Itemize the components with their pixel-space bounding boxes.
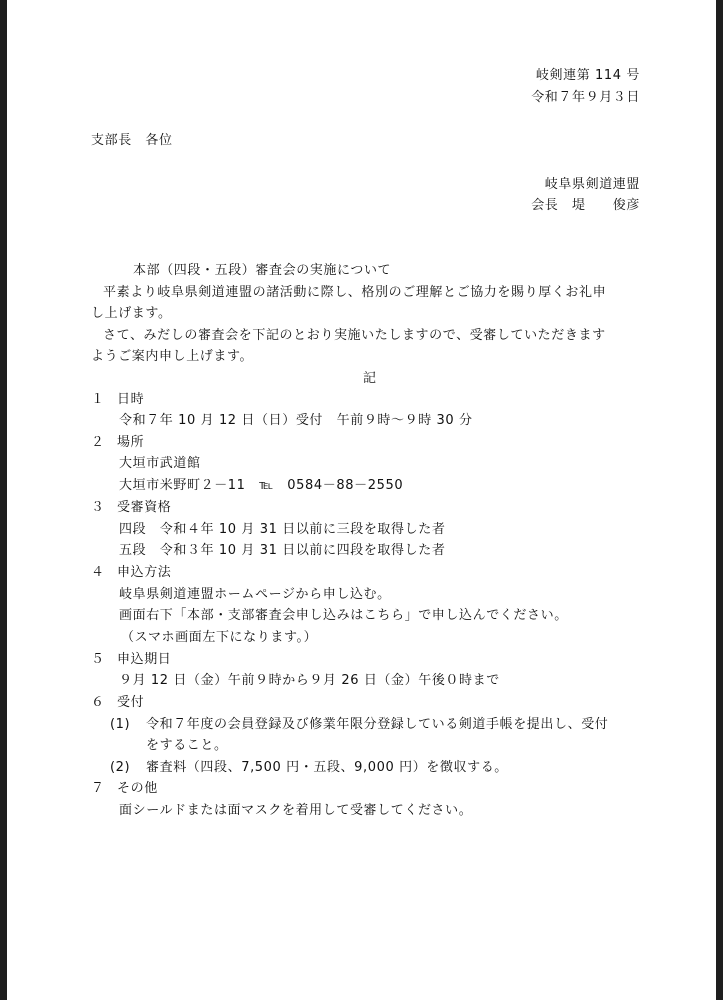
item-1-line: 令和７年 10 月 12 日（日）受付 午前９時～９時 30 分 <box>119 413 473 428</box>
item-7-heading <box>91 780 158 798</box>
item-5-line: ９月 12 日（金）午前９時から９月 26 日（金）午後０時まで <box>119 673 500 688</box>
item-5-heading <box>91 651 171 669</box>
item-number: ６ <box>91 695 105 710</box>
item-heading: 日時 <box>117 392 145 407</box>
item-4-line-2: 画面右下「本部・支部審査会申し込みはこちら」で申し込んでください。 <box>119 608 568 623</box>
sender-org: 岐阜県剣道連盟 <box>544 177 640 192</box>
item-6-heading <box>91 694 144 712</box>
item-heading: 場所 <box>117 435 145 450</box>
item-heading: 申込方法 <box>117 565 172 580</box>
para1-line1: 平素より岐阜県剣道連盟の諸活動に際し、格別のご理解とご協力を賜り厚くお礼申 <box>103 285 607 300</box>
doc-title: 本部（四段・五段）審査会の実施について <box>133 263 392 278</box>
item-heading: 申込期日 <box>117 652 172 667</box>
item-2-heading <box>91 434 144 452</box>
item-7-line: 面シールドまたは面マスクを着用して受審してください。 <box>119 803 473 818</box>
item-2-line-2: 大垣市米野町２－11 ℡ 0584－88－2550 <box>119 478 404 493</box>
item-number: １ <box>91 392 105 407</box>
ki-label: 記 <box>363 371 377 386</box>
item-6-sub-1-line-2: をすること。 <box>146 738 228 753</box>
item-3-line-1: 四段 令和４年 10 月 31 日以前に三段を取得した者 <box>119 522 446 537</box>
item-2-line-1: 大垣市武道館 <box>119 456 201 471</box>
item-number: ４ <box>91 565 105 580</box>
item-number: ７ <box>91 781 105 796</box>
sender-name: 会長 堤 俊彦 <box>531 198 640 213</box>
item-6-sub-2 <box>110 759 508 777</box>
item-4-heading <box>91 564 171 582</box>
para2-line1: さて、みだしの審査会を下記のとおり実施いたしますので、受審していただきます <box>103 328 606 343</box>
sub-text: 令和７年度の会員登録及び修業年限分登録している剣道手帳を提出し、受付 <box>146 717 609 732</box>
addressee: 支部長 各位 <box>91 133 173 148</box>
item-4-line-3: （スマホ画面左下になります。） <box>121 630 318 645</box>
doc-number: 岐剣連第 114 号 <box>535 68 640 83</box>
sub-number: (1) <box>110 717 131 732</box>
item-heading: その他 <box>117 781 158 796</box>
doc-date: 令和７年９月３日 <box>531 90 640 105</box>
item-number: ５ <box>91 652 105 667</box>
item-heading: 受審資格 <box>117 500 172 515</box>
sub-number: (2) <box>110 760 131 775</box>
item-number: ２ <box>91 435 105 450</box>
item-4-line-1: 岐阜県剣道連盟ホームページから申し込む。 <box>119 587 391 602</box>
item-3-line-2: 五段 令和３年 10 月 31 日以前に四段を取得した者 <box>119 543 446 558</box>
item-heading: 受付 <box>117 695 145 710</box>
item-1-heading <box>91 391 144 409</box>
item-6-sub-1 <box>110 716 608 734</box>
item-3-heading <box>91 499 171 517</box>
para1-line2: し上げます。 <box>91 306 172 321</box>
sub-text: 審査料（四段、7,500 円・五段、9,000 円）を徴収する。 <box>146 760 508 775</box>
para2-line2: ようご案内申し上げます。 <box>91 349 254 364</box>
document-page <box>7 0 716 1000</box>
item-number: ３ <box>91 500 105 515</box>
